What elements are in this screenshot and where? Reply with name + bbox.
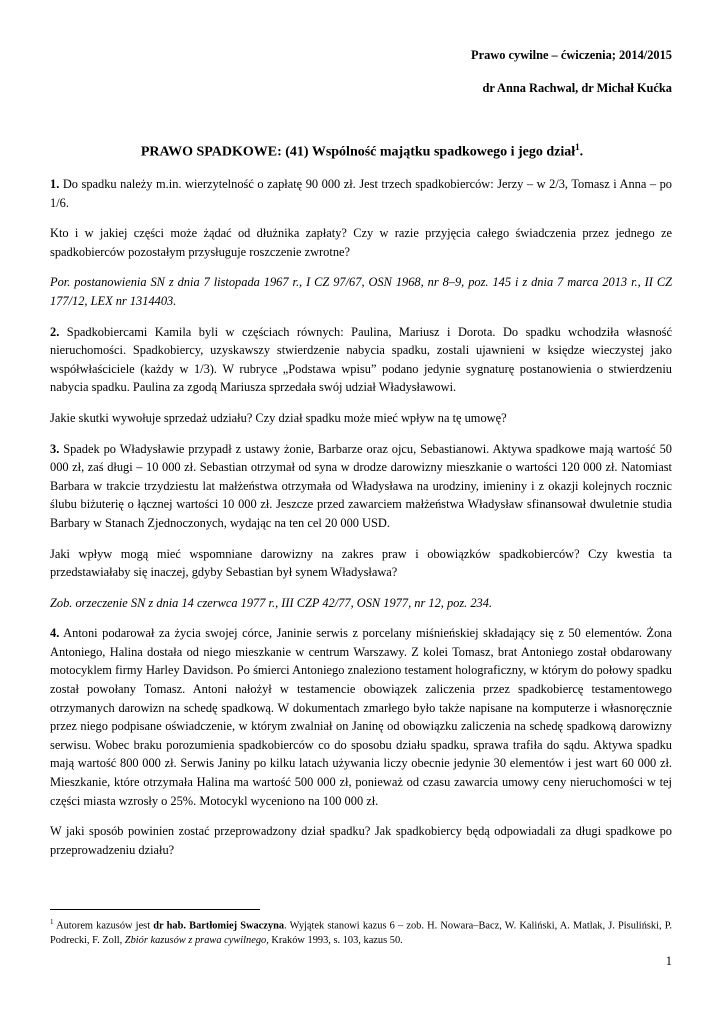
case-4-text: Antoni podarował za życia swojej córce, Janinie serwis z porcelany miśnieńskiej składający się z 50 elementów. Żona Antoniego, Halina dostała od niego mieszkanie w centrum Warszawy. Z kolei Tomasz, brat Antoniego został obdarowany motocyklem firmy Harley Davidson. Po śmierci Antoniego znaleziono testament holograficzny, w którym do połowy spadku został powołany Tomasz. Antoni nałożył w testamencie obowiązek zaliczenia przez spadkobiercę testamentowego otrzymanych darowizn na schedę spadkową. W dokumentach zmarłego było także napisane na komputerze i własnoręcznie przez niego podpisane oświadczenie, w którym zwalniał on Janinę od obowiązku zaliczenia na schedę spadkową darowizny serwisu. Wobec braku porozumienia spadkobierców co do sposobu działu spadku, sprawa trafiła do sądu. Aktywa spadku mają wartość 800 000 zł. Serwis Janiny po kilku latach używania liczy obecnie jedynie 30 elementów i jest wart 60 000 zł. Mieszkanie, które otrzymała Halina ma wartość 500 000 zł, ponieważ od czasu zawarcia umowy ceny nieruchomości w tej części miasta wzrosły o 25%. Motocykl wyceniono na 100 000 zł. xyxy=(50,626,672,808)
footnote-marker: 1 xyxy=(50,918,54,926)
authors-header: dr Anna Rachwal, dr Michał Kućka xyxy=(482,81,672,95)
footnote-tail: , Kraków 1993, s. 103, kazus 50. xyxy=(266,935,403,947)
case-4-number: 4. xyxy=(50,626,60,641)
course-header: Prawo cywilne – ćwiczenia; 2014/2015 xyxy=(471,48,672,62)
case-2-question: Jakie skutki wywołuje sprzedaż udziału? Czy dział spadku może mieć wpływ na tę umowę? xyxy=(50,410,507,425)
case-2-number: 2. xyxy=(50,324,60,339)
title-text: PRAWO SPADKOWE: (41) Wspólność majątku spadkowego i jego dział xyxy=(140,144,576,160)
case-2-statement xyxy=(50,323,672,397)
case-3-statement xyxy=(50,440,672,533)
title-suffix: . xyxy=(579,144,584,160)
case-4-question: W jaki sposób powinien zostać przeprowadzony dział spadku? Jak spadkobiercy będą odpowiadali za długi spadkowe po przeprowadzeniu działu? xyxy=(50,824,672,857)
case-1-text: Do spadku należy m.in. wierzytelność o zapłatę 90 000 zł. Jest trzech spadkobierców: Jerzy – w 2/3, Tomasz i Anna – po 1/6. xyxy=(50,177,673,210)
case-1-reference: Por. postanowienia SN z dnia 7 listopada 1967 r., I CZ 97/67, OSN 1968, nr 8–9, poz. 145 i z dnia 7 marca 2013 r., II CZ 177/12, LEX nr 1314403. xyxy=(50,275,672,308)
footnote-author: dr hab. Bartłomiej Swaczyna xyxy=(153,920,285,932)
case-1-statement xyxy=(50,175,672,212)
footnote-lead: Autorem kazusów jest xyxy=(53,920,154,932)
cases-body xyxy=(50,175,672,871)
case-3-question: Jaki wpływ mogą mieć wspomniane darowizny na zakres praw i obowiązków spadkobierców? Czy kwestia ta przedstawiałaby się inaczej, gdyby Sebastian był synem Władysława? xyxy=(50,546,672,580)
footnote-divider xyxy=(50,909,260,910)
case-3-reference: Zob. orzeczenie SN z dnia 14 czerwca 1977 r., III CZP 42/77, OSN 1977, nr 12, poz. 234. xyxy=(50,595,493,610)
title-footnote-ref[interactable]: 1 xyxy=(575,142,580,152)
case-1-number: 1. xyxy=(50,177,60,191)
footnote-middle: . Wyjątek stanowi kazus 6 – zob. H. Nowara–Bacz, W. Kaliński, A. Matlak, J. Pisuliński, P. Podrecki, F. Zoll, xyxy=(50,920,672,947)
case-4-statement xyxy=(50,624,672,810)
case-2-text: Spadkobiercami Kamila byli w częściach równych: Paulina, Mariusz i Dorota. Do spadku wchodziła własność nieruchomości. Spadkobiercy, uzyskawszy stwierdzenie nabycia spadku, zostali ujawnieni w księdze wieczystej jako współwłaściciele (każdy w 1/3). W rubryce „Podstawa wpisu” podano jedynie sygnaturę postanowienia o stwierdzeniu nabycia spadku. Paulina za zgodą Mariusza sprzedała swój udział Władysławowi. xyxy=(50,324,672,395)
page-number: 1 xyxy=(665,954,672,968)
page-title xyxy=(0,142,724,161)
footnote xyxy=(50,915,672,948)
case-3-number: 3. xyxy=(50,441,60,456)
case-3-text: Spadek po Władysławie przypadł z ustawy żonie, Barbarze oraz ojcu, Sebastianowi. Aktywa spadkowe mają wartość 50 000 zł, zaś długi – 10 000 zł. Sebastian otrzymał od syna w drodze darowizny mieszkanie o wartości 120 000 zł. Natomiast Barbara w trakcie trzydziestu lat małżeństwa otrzymała od Władysława na urodziny, imieniny i z okazji kolejnych rocznic ślubu biżuterię o łącznej wartości 10 000 zł. Jeszcze przed zawarciem małżeństwa Władysław sfinansował dwuletnie studia Barbary w Stanach Zjednoczonych, wydając na ten cel 20 000 USD. xyxy=(50,441,672,530)
case-1-question: Kto i w jakiej części może żądać od dłużnika zapłaty? Czy w razie przyjęcia całego świadczenia przez jednego ze spadkobierców pozostałym przysługuje roszczenie zwrotne? xyxy=(50,226,672,259)
footnote-book-title: Zbiór kazusów z prawa cywilnego xyxy=(124,935,267,947)
